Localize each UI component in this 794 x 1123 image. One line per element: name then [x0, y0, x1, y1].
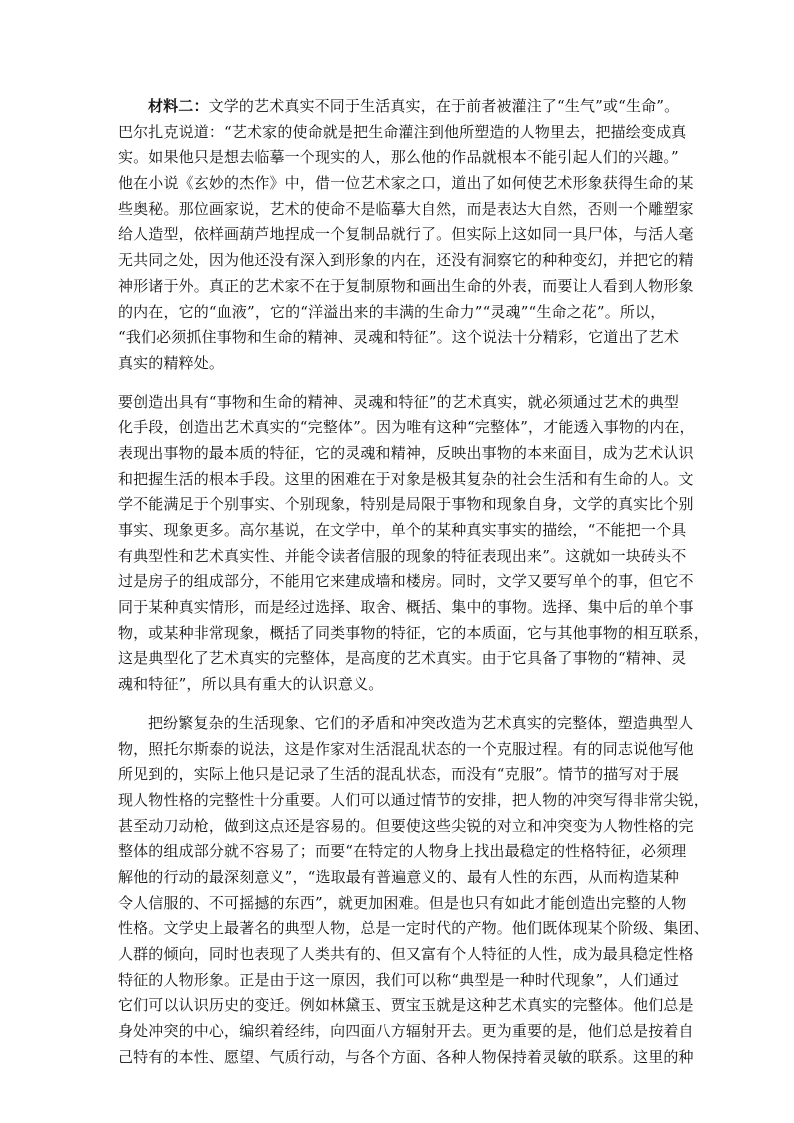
text-line: 它们可以认识历史的变迁。例如林黛玉、贾宝玉就是这种艺术真实的完整体。他们总是 — [118, 996, 694, 1015]
text-line: 实。如果他只是想去临摹一个现实的人，那么他的作品就根本不能引起人们的兴趣。” — [118, 148, 679, 167]
text-line: 他在小说《玄妙的杰作》中，借一位艺术家之口，道出了如何使艺术形象获得生命的某 — [118, 174, 694, 193]
text-line: 所见到的，实际上他只是记录了生活的混乱状态，而没有“克服”。情节的描写对于展 — [118, 765, 680, 784]
text-line: 表现出事物的最本质的特征，它的灵魂和精神，反映出事物的本来面目，成为艺术认识 — [118, 443, 694, 462]
text-line: 化手段，创造出艺术真实的“完整体”。因为唯有这种“完整体”，才能透入事物的内在， — [118, 418, 695, 437]
material-label: 材料二： — [148, 97, 209, 115]
text-line: 事实、现象更多。高尔基说，在文学中，单个的某种真实事实的描绘，“不能把一个具 — [118, 521, 687, 539]
text-line: 给人造型，依样画葫芦地捏成一个复制品就行了。但实际上这如同一具尸体，与活人毫 — [118, 225, 694, 244]
text-line: 些奥秘。那位画家说，艺术的使命不是临摹大自然，而是表达大自然，否则一个雕塑家 — [118, 199, 694, 218]
paragraph-gap — [118, 377, 688, 390]
text-line: 无共同之处，因为他还没有深入到形象的内在，还没有洞察它的种种变幻，并把它的精 — [118, 251, 694, 270]
text-line: 令人信服的、不可摇撼的东西”，就更加困难。但是也只有如此才能创造出完整的人物 — [118, 893, 687, 912]
text-line: 甚至动刀动枪，做到这点还是容易的。但要使这些尖锐的对立和冲突变为人物性格的完 — [118, 816, 694, 835]
document-body — [118, 94, 709, 1070]
paragraph-typical-characters — [118, 711, 709, 1071]
text-line: 过是房子的组成部分，不能用它来建成墙和楼房。同时，文学又要写单个的事，但它不 — [118, 572, 694, 591]
text-line: 人群的倾向，同时也表现了人类共有的、但又富有个人特征的人性，成为最具稳定性格 — [118, 945, 694, 963]
text-line: “我们必须抓住事物和生命的精神、灵魂和特征”。这个说法十分精彩，它道出了艺术 — [118, 328, 680, 347]
text-line: 巴尔扎克说道：“艺术家的使命就是把生命灌注到他所塑造的人物里去，把描绘变成真 — [118, 122, 687, 141]
text-line: 魂和特征”，所以具有重大的认识意义。 — [118, 675, 384, 694]
paragraph-typical-creation — [118, 390, 709, 698]
paragraph-material-two — [118, 94, 694, 377]
text-line: 特征的人物形象。正是由于这一原因，我们可以称“典型是一种时代现象”，人们通过 — [118, 970, 680, 989]
text-line: 的内在，它的“血液”，它的“洋溢出来的丰满的生命力”“灵魂”“生命之花”。所以， — [118, 302, 666, 321]
text-line: 物，或某种非常现象，概括了同类事物的特征，它的本质面，它与其他事物的相互联系， — [118, 623, 709, 642]
text-line: 神形诸于外。真正的艺术家不在于复制原物和画出生命的外表，而要让人看到人物形象 — [118, 276, 694, 295]
text-line: 解他的行动的最深刻意义”，“选取最有普遍意义的、最有人性的东西，从而构造某种 — [118, 867, 680, 886]
text-line: 材料二：文学的艺术真实不同于生活真实，在于前者被灌注了“生气”或“生命”。 — [148, 97, 680, 115]
text-line: 物，照托尔斯泰的说法，这是作家对生活混乱状态的一个克服过程。有的同志说他写他 — [118, 739, 694, 758]
text-line: 性格。文学史上最著名的典型人物，总是一定时代的产物。他们既体现某个阶级、集团、 — [118, 919, 709, 938]
text-line: 己特有的本性、愿望、气质行动，与各个方面、各种人物保持着灵敏的联系。这里的种 — [118, 1047, 694, 1066]
text-line: 真实的精粹处。 — [118, 353, 225, 372]
text-line: 和把握生活的根本手段。这里的困难在于对象是极其复杂的社会生活和有生命的人。文 — [118, 469, 694, 488]
text-line: 身处冲突的中心，编织着经纬，向四面八方辐射开去。更为重要的是，他们总是按着自 — [118, 1022, 694, 1041]
text-line: 要创造出具有“事物和生命的精神、灵魂和特征”的艺术真实，就必须通过艺术的典型 — [118, 392, 680, 411]
text-line: 有典型性和艺术真实性、并能令读者信服的现象的特征表现出来”。这就如一块砖头不 — [118, 546, 687, 565]
text-line: 学不能满足于个别事实、个别现象，特别是局限于事物和现象自身，文学的真实比个别 — [118, 495, 694, 514]
text-line: 整体的组成部分就不容易了；而要“在特定的人物身上找出最稳定的性格特征，必须理 — [118, 842, 687, 861]
text-line: 把纷繁复杂的生活现象、它们的矛盾和冲突改造为艺术真实的完整体，塑造典型人 — [148, 713, 694, 732]
paragraph-gap — [118, 698, 688, 711]
text-line: 这是典型化了艺术真实的完整体，是高度的艺术真实。由于它具备了事物的“精神、灵 — [118, 649, 687, 668]
text-line: 同于某种真实情形，而是经过选择、取舍、概括、集中的事物。选择、集中后的单个事 — [118, 598, 694, 617]
text-line: 现人物性格的完整性十分重要。人们可以通过情节的安排，把人物的冲突写得非常尖锐， — [118, 790, 709, 809]
